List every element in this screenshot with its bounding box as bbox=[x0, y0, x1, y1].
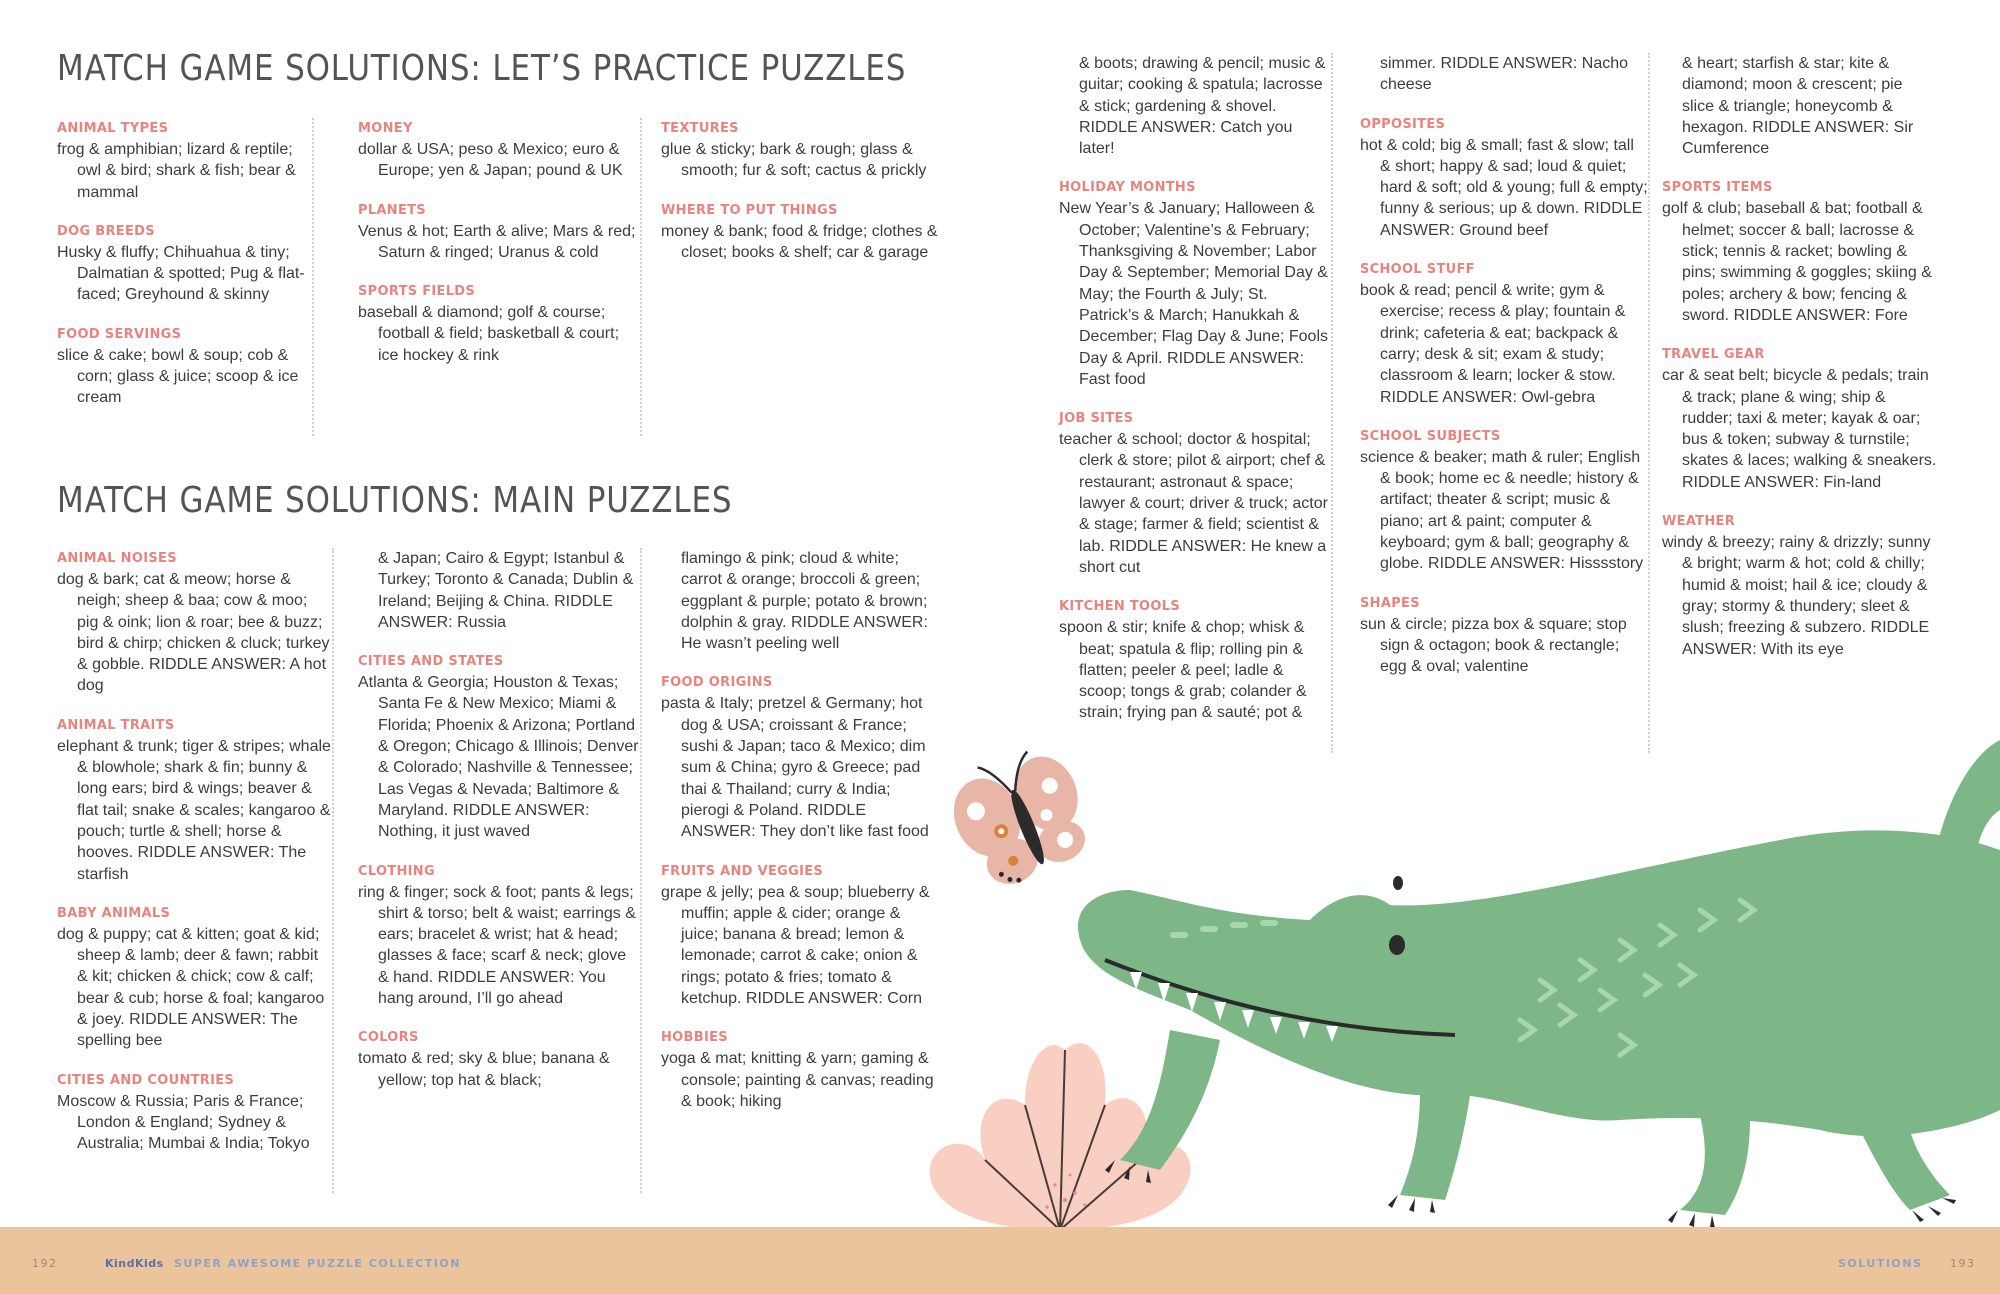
section-answers: frog & amphibian; lizard & reptile; owl & bird; shark & fish; bear & mammal bbox=[57, 141, 296, 201]
section-title: COLORS bbox=[358, 1030, 419, 1046]
continued-text: & Japan; Cairo & Egypt; Istanbul & Turkey; Toronto & Canada; Dublin & Ireland; Beijing & China. RIDDLE ANSWER: Russia bbox=[378, 550, 634, 631]
solution-section bbox=[1059, 408, 1331, 578]
solution-section bbox=[1360, 114, 1648, 241]
main-heading: MATCH GAME SOLUTIONS: MAIN PUZZLES bbox=[57, 480, 733, 521]
section-answers: New Year’s & January; Halloween & October; Valentine’s & February; Thanksgiving & November; Labor Day & September; Memorial Day & May; the Fourth & July; St. Patrick’s & March; Hanukkah & December; Flag Day & June; Fools Day & April. RIDDLE ANSWER: Fast food bbox=[1059, 200, 1328, 388]
solution-section bbox=[57, 221, 312, 306]
main-column-6 bbox=[1662, 53, 1937, 753]
section-answers: grape & jelly; pea & soup; blueberry & muffin; apple & cider; orange & juice; banana & bread; lemon & lemonade; carrot & cake; onion & rings; potato & fries; tomato & ketchup. RIDDLE ANSWER: Corn bbox=[661, 883, 930, 1008]
section-continuation bbox=[1662, 53, 1937, 159]
section-title: BABY ANIMALS bbox=[57, 905, 171, 921]
solution-section bbox=[1662, 344, 1937, 493]
solution-section bbox=[358, 1027, 640, 1091]
solution-section bbox=[1662, 511, 1937, 660]
section-answers: money & bank; food & fridge; clothes & closet; books & shelf; car & garage bbox=[661, 222, 938, 261]
solution-section bbox=[57, 324, 312, 409]
main-column-3 bbox=[661, 548, 941, 1193]
solution-section bbox=[1360, 259, 1648, 408]
section-answers: Husky & fluffy; Chihuahua & tiny; Dalmatian & spotted; Pug & flat-faced; Greyhound & skinny bbox=[57, 243, 305, 304]
section-answers: dog & bark; cat & meow; horse & neigh; sheep & baa; cow & moo; pig & oink; lion & roar; bee & buzz; bird & chirp; chicken & cluck; turkey & gobble. RIDDLE ANSWER: A hot dog bbox=[57, 571, 330, 695]
section-title: SHAPES bbox=[1360, 595, 1420, 611]
section-label: SOLUTIONS bbox=[1838, 1257, 1923, 1270]
section-answers: baseball & diamond; golf & course; football & field; basketball & court; ice hockey & rink bbox=[358, 304, 620, 364]
section-title: HOBBIES bbox=[661, 1030, 728, 1046]
section-answers: science & beaker; math & ruler; English & book; home ec & needle; history & artifact; theater & script; music & piano; art & paint; computer & keyboard; gym & ball; geography & globe. RIDDLE ANSWER: Hisssstory bbox=[1360, 448, 1644, 573]
section-title: HOLIDAY MONTHS bbox=[1059, 180, 1196, 196]
collection-title: SUPER AWESOME PUZZLE COLLECTION bbox=[174, 1257, 461, 1270]
crocodile-illustration bbox=[1060, 690, 2000, 1230]
solution-section bbox=[57, 903, 332, 1052]
solution-section bbox=[358, 281, 640, 366]
section-answers: teacher & school; doctor & hospital; clerk & store; pilot & airport; chef & restaurant; astronaut & space; lawyer & court; driver & truck; actor & stage; farmer & field; scientist & lab. RIDDLE ANSWER: He knew a short cut bbox=[1059, 431, 1328, 576]
practice-heading: MATCH GAME SOLUTIONS: LET’S PRACTICE PUZZLES bbox=[57, 48, 907, 89]
section-continuation bbox=[1360, 53, 1648, 96]
section-answers: dog & puppy; cat & kitten; goat & kid; sheep & lamb; deer & fawn; rabbit & kit; chicken & chick; cow & calf; bear & cub; horse & foal; kangaroo & joey. RIDDLE ANSWER: The spelling bee bbox=[57, 925, 325, 1050]
solution-section bbox=[661, 200, 941, 264]
section-title: WHERE TO PUT THINGS bbox=[661, 202, 838, 218]
section-continuation bbox=[1059, 53, 1331, 159]
continued-text: & heart; starfish & star; kite & diamond; moon & crescent; pie slice & triangle; honeycomb & hexagon. RIDDLE ANSWER: Sir Cumference bbox=[1682, 55, 1914, 158]
section-continuation bbox=[661, 548, 941, 654]
section-title: OPPOSITES bbox=[1360, 116, 1446, 132]
solution-section bbox=[57, 715, 332, 885]
section-title: ANIMAL NOISES bbox=[57, 551, 177, 566]
practice-column-2 bbox=[358, 118, 642, 436]
solution-section bbox=[57, 548, 332, 697]
section-answers: hot & cold; big & small; fast & slow; tall & short; happy & sad; loud & quiet; hard & soft; old & young; full & empty; funny & serious; up & down. RIDDLE ANSWER: Ground beef bbox=[1360, 136, 1648, 239]
solution-section bbox=[661, 861, 941, 1010]
practice-column-1 bbox=[57, 118, 314, 436]
solution-section bbox=[1059, 177, 1331, 390]
section-title: SCHOOL SUBJECTS bbox=[1360, 428, 1501, 444]
continued-text: simmer. RIDDLE ANSWER: Nacho cheese bbox=[1380, 55, 1629, 94]
section-answers: windy & breezy; rainy & drizzly; sunny & bright; warm & hot; cold & chilly; humid & moist; hail & ice; cloudy & gray; stormy & thundery; sleet & slush; freezing & subzero. RIDDLE ANSWER: With its eye bbox=[1662, 534, 1931, 658]
section-title: CLOTHING bbox=[358, 863, 435, 879]
section-answers: car & seat belt; bicycle & pedals; train & track; plane & wing; ship & rudder; taxi & meter; kayak & oar; bus & token; subway & turnstile; skates & laces; walking & sneakers. RIDDLE ANSWER: Fin-land bbox=[1662, 367, 1937, 491]
solution-section bbox=[661, 1027, 941, 1112]
main-column-2 bbox=[358, 548, 642, 1193]
brand-logo: KindKids bbox=[105, 1257, 164, 1270]
section-answers: glue & sticky; bark & rough; glass & smooth; fur & soft; cactus & prickly bbox=[661, 141, 927, 180]
section-title: FOOD ORIGINS bbox=[661, 675, 773, 691]
section-answers: ring & finger; sock & foot; pants & legs; shirt & torso; belt & waist; earrings & ears; bracelet & wrist; hat & head; glasses & face; scarf & neck; glove & hand. RIDDLE ANSWER: You hang around, I’ll go ahead bbox=[358, 883, 636, 1008]
solution-section bbox=[1360, 593, 1648, 678]
section-answers: pasta & Italy; pretzel & Germany; hot dog & USA; croissant & France; sushi & Japan; taco & Mexico; dim sum & China; gyro & Greece; pad thai & Thailand; curry & India; pierogi & Poland. RIDDLE ANSWER: They don’t like fast food bbox=[661, 695, 929, 841]
solution-section bbox=[57, 1070, 332, 1155]
solution-section bbox=[358, 118, 640, 182]
section-answers: elephant & trunk; tiger & stripes; whale & blowhole; shark & fin; bunny & long ears; bird & wings; beaver & flat tail; snake & scales; kangaroo & pouch; turtle & shell; horse & hooves. RIDDLE ANSWER: The starfish bbox=[57, 737, 331, 883]
solution-section bbox=[57, 118, 312, 203]
section-title: SPORTS FIELDS bbox=[358, 284, 476, 300]
section-answers: book & read; pencil & write; gym & exercise; recess & play; fountain & drink; cafeteria & eat; backpack & carry; desk & sit; exam & study; classroom & learn; locker & stow. RIDDLE ANSWER: Owl-gebra bbox=[1360, 282, 1626, 406]
main-column-4 bbox=[1059, 53, 1333, 753]
page-number-left: 192 bbox=[32, 1257, 58, 1270]
solution-section bbox=[1662, 177, 1937, 326]
section-answers: golf & club; baseball & bat; football & helmet; soccer & ball; lacrosse & stick; tennis & racket; bowling & pins; swimming & goggles; skiing & poles; archery & bow; fencing & sword. RIDDLE ANSWER: Fore bbox=[1662, 200, 1932, 324]
section-answers: Moscow & Russia; Paris & France; London & England; Sydney & Australia; Mumbai & India; Tokyo bbox=[57, 1092, 310, 1153]
footer-bar bbox=[0, 1227, 2000, 1294]
section-answers: yoga & mat; knitting & yarn; gaming & console; painting & canvas; reading & book; hiking bbox=[661, 1050, 934, 1110]
section-title: FRUITS AND VEGGIES bbox=[661, 863, 824, 879]
section-title: MONEY bbox=[358, 121, 413, 136]
section-title: DOG BREEDS bbox=[57, 223, 155, 239]
section-title: WEATHER bbox=[1662, 514, 1736, 530]
solution-section bbox=[358, 651, 640, 842]
section-answers: sun & circle; pizza box & square; stop sign & octagon; book & rectangle; egg & oval; valentine bbox=[1360, 615, 1627, 676]
main-column-1 bbox=[57, 548, 334, 1193]
section-answers: Venus & hot; Earth & alive; Mars & red; Saturn & ringed; Uranus & cold bbox=[358, 222, 636, 261]
section-title: CITIES AND STATES bbox=[358, 654, 504, 670]
section-title: FOOD SERVINGS bbox=[57, 326, 182, 342]
practice-column-3 bbox=[661, 118, 941, 436]
solution-section bbox=[358, 861, 640, 1010]
main-column-5 bbox=[1360, 53, 1650, 753]
section-answers: spoon & stir; knife & chop; whisk & beat; spatula & flip; rolling pin & flatten; peeler & peel; ladle & scoop; tongs & grab; colander & strain; frying pan & sauté; pot & bbox=[1059, 619, 1307, 722]
section-title: CITIES AND COUNTRIES bbox=[57, 1072, 235, 1088]
section-title: KITCHEN TOOLS bbox=[1059, 599, 1181, 615]
continued-text: flamingo & pink; cloud & white; carrot & orange; broccoli & green; eggplant & purple; potato & brown; dolphin & gray. RIDDLE ANSWER: He wasn’t peeling well bbox=[681, 550, 928, 653]
section-title: TRAVEL GEAR bbox=[1662, 347, 1765, 363]
section-answers: tomato & red; sky & blue; banana & yellow; top hat & black; bbox=[358, 1050, 610, 1089]
continued-text: & boots; drawing & pencil; music & guitar; cooking & spatula; lacrosse & stick; gardening & shovel. RIDDLE ANSWER: Catch you later! bbox=[1079, 55, 1326, 158]
section-title: ANIMAL TRAITS bbox=[57, 717, 175, 733]
page-number-right: 193 bbox=[1950, 1257, 1976, 1270]
solution-section bbox=[661, 672, 941, 842]
solution-section bbox=[358, 200, 640, 264]
section-answers: dollar & USA; peso & Mexico; euro & Europe; yen & Japan; pound & UK bbox=[358, 141, 623, 180]
solution-section bbox=[1360, 426, 1648, 575]
section-title: SPORTS ITEMS bbox=[1662, 180, 1773, 196]
section-title: ANIMAL TYPES bbox=[57, 121, 169, 136]
section-answers: slice & cake; bowl & soup; cob & corn; glass & juice; scoop & ice cream bbox=[57, 346, 299, 407]
section-title: PLANETS bbox=[358, 202, 426, 218]
section-title: TEXTURES bbox=[661, 121, 739, 136]
solution-section bbox=[661, 118, 941, 182]
section-continuation bbox=[358, 548, 640, 633]
section-answers: Atlanta & Georgia; Houston & Texas; Santa Fe & New Mexico; Miami & Florida; Phoenix & Arizona; Portland & Oregon; Chicago & Illinois; Denver & Colorado; Nashville & Tennessee; Las Vegas & Nevada; Baltimore & Maryland. RIDDLE ANSWER: Nothing, it just waved bbox=[358, 674, 639, 841]
section-title: SCHOOL STUFF bbox=[1360, 262, 1475, 278]
section-title: JOB SITES bbox=[1059, 411, 1134, 427]
